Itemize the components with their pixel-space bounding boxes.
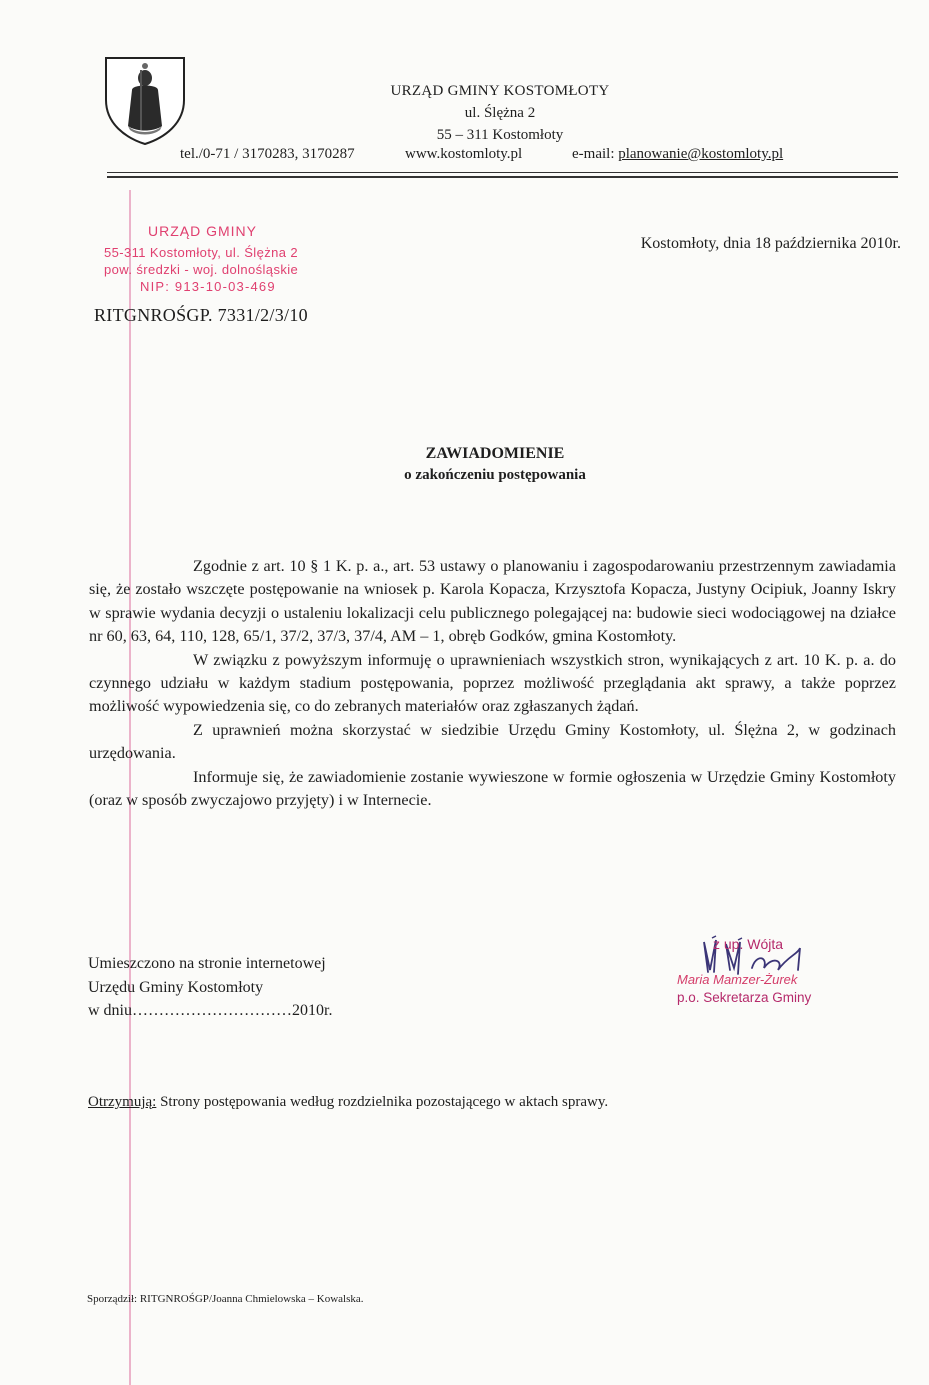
header-divider-thick — [107, 176, 898, 178]
email-label: e-mail: — [572, 146, 615, 162]
placement-line-3: w dniu…………………………2010r. — [88, 1002, 333, 1019]
document-subtitle: o zakończeniu postępowania — [404, 467, 586, 483]
header-postal: 55 – 311 Kostomłoty — [436, 127, 564, 143]
header-website[interactable]: www.kostomloty.pl — [405, 146, 523, 162]
header-divider-thin — [107, 172, 898, 173]
placement-line-2: Urzędu Gminy Kostomłoty — [88, 978, 264, 996]
prepared-by: Sporządził: RITGNROŚGP/Joanna Chmielowska – Kowalska. — [87, 1293, 364, 1305]
placement-note — [88, 952, 332, 1023]
stamp-line-4: NIP: 913-10-03-469 — [140, 279, 276, 294]
header-org-name: URZĄD GMINY KOSTOMŁOTY — [390, 83, 610, 99]
stamp-line-3: pow. średzki - woj. dolnośląskie — [104, 262, 299, 277]
header-email-block — [572, 146, 783, 163]
body-paragraph-1: Zgodnie z art. 10 § 1 K. p. a., art. 53 ustawy o planowaniu i zagospodarowaniu przestrzennym zawiadamia się, że zostało wszczęte postępowanie na wniosek p. Karola Kopacza, Krzysztofa Kopacza, Justyny Ocipiuk, Joanny Iskry w sprawie wydania decyzji o ustaleniu lokalizacji celu publicznego polegającej na: budowie sieci wodociągowej na działce nr 60, 63, 64, 110, 128, 65/1, 37/2, 37/3, 37/4, AM – 1, obręb Godków, gmina Kostomłoty. — [89, 557, 896, 646]
document-body — [89, 555, 896, 812]
document-date: Kostomłoty, dnia 18 października 2010r. — [640, 235, 901, 252]
coat-of-arms-logo — [104, 56, 186, 146]
signature-name: Maria Mamzer-Żurek — [677, 972, 798, 987]
body-paragraph-4: Informuje się, że zawiadomienie zostanie wywieszone w formie ogłoszenia w Urzędzie Gminy Kostomłoty (oraz w sposób zwyczajowo przyjęty) i w Internecie. — [89, 767, 896, 810]
stamp-line-2: 55-311 Kostomłoty, ul. Ślężna 2 — [104, 245, 299, 260]
header-phone: tel./0-71 / 3170283, 3170287 — [180, 146, 355, 162]
recipients-line — [88, 1094, 608, 1111]
header-street: ul. Ślężna 2 — [464, 105, 536, 121]
signature-authority: z up. Wójta — [713, 936, 784, 952]
document-title: ZAWIADOMIENIE — [425, 445, 565, 462]
body-paragraph-2: W związku z powyższym informuję o uprawnieniach wszystkich stron, wynikających z art. 10 K. p. a. do czynnego udziału w każdym stadium postępowania, poprzez możliwość przeglądania akt sprawy, a także poprzez możliwość wypowiedzenia się, co do zebranych materiałów oraz zgłaszanych żądań. — [89, 650, 896, 716]
email-link[interactable]: planowanie@kostomloty.pl — [618, 146, 784, 162]
recipients-text: Strony postępowania według rozdzielnika pozostającego w aktach sprawy. — [156, 1094, 609, 1110]
stamp-line-1: URZĄD GMINY — [148, 223, 257, 239]
signature-role: p.o. Sekretarza Gminy — [677, 990, 812, 1005]
reference-number: RITGNROŚGP. 7331/2/3/10 — [94, 305, 308, 325]
placement-line-1: Umieszczono na stronie internetowej — [88, 955, 326, 972]
body-paragraph-3: Z uprawnień można skorzystać w siedzibie Urzędu Gminy Kostomłoty, ul. Ślężna 2, w godzinach urzędowania. — [89, 720, 896, 763]
recipients-label: Otrzymują: — [88, 1094, 157, 1110]
